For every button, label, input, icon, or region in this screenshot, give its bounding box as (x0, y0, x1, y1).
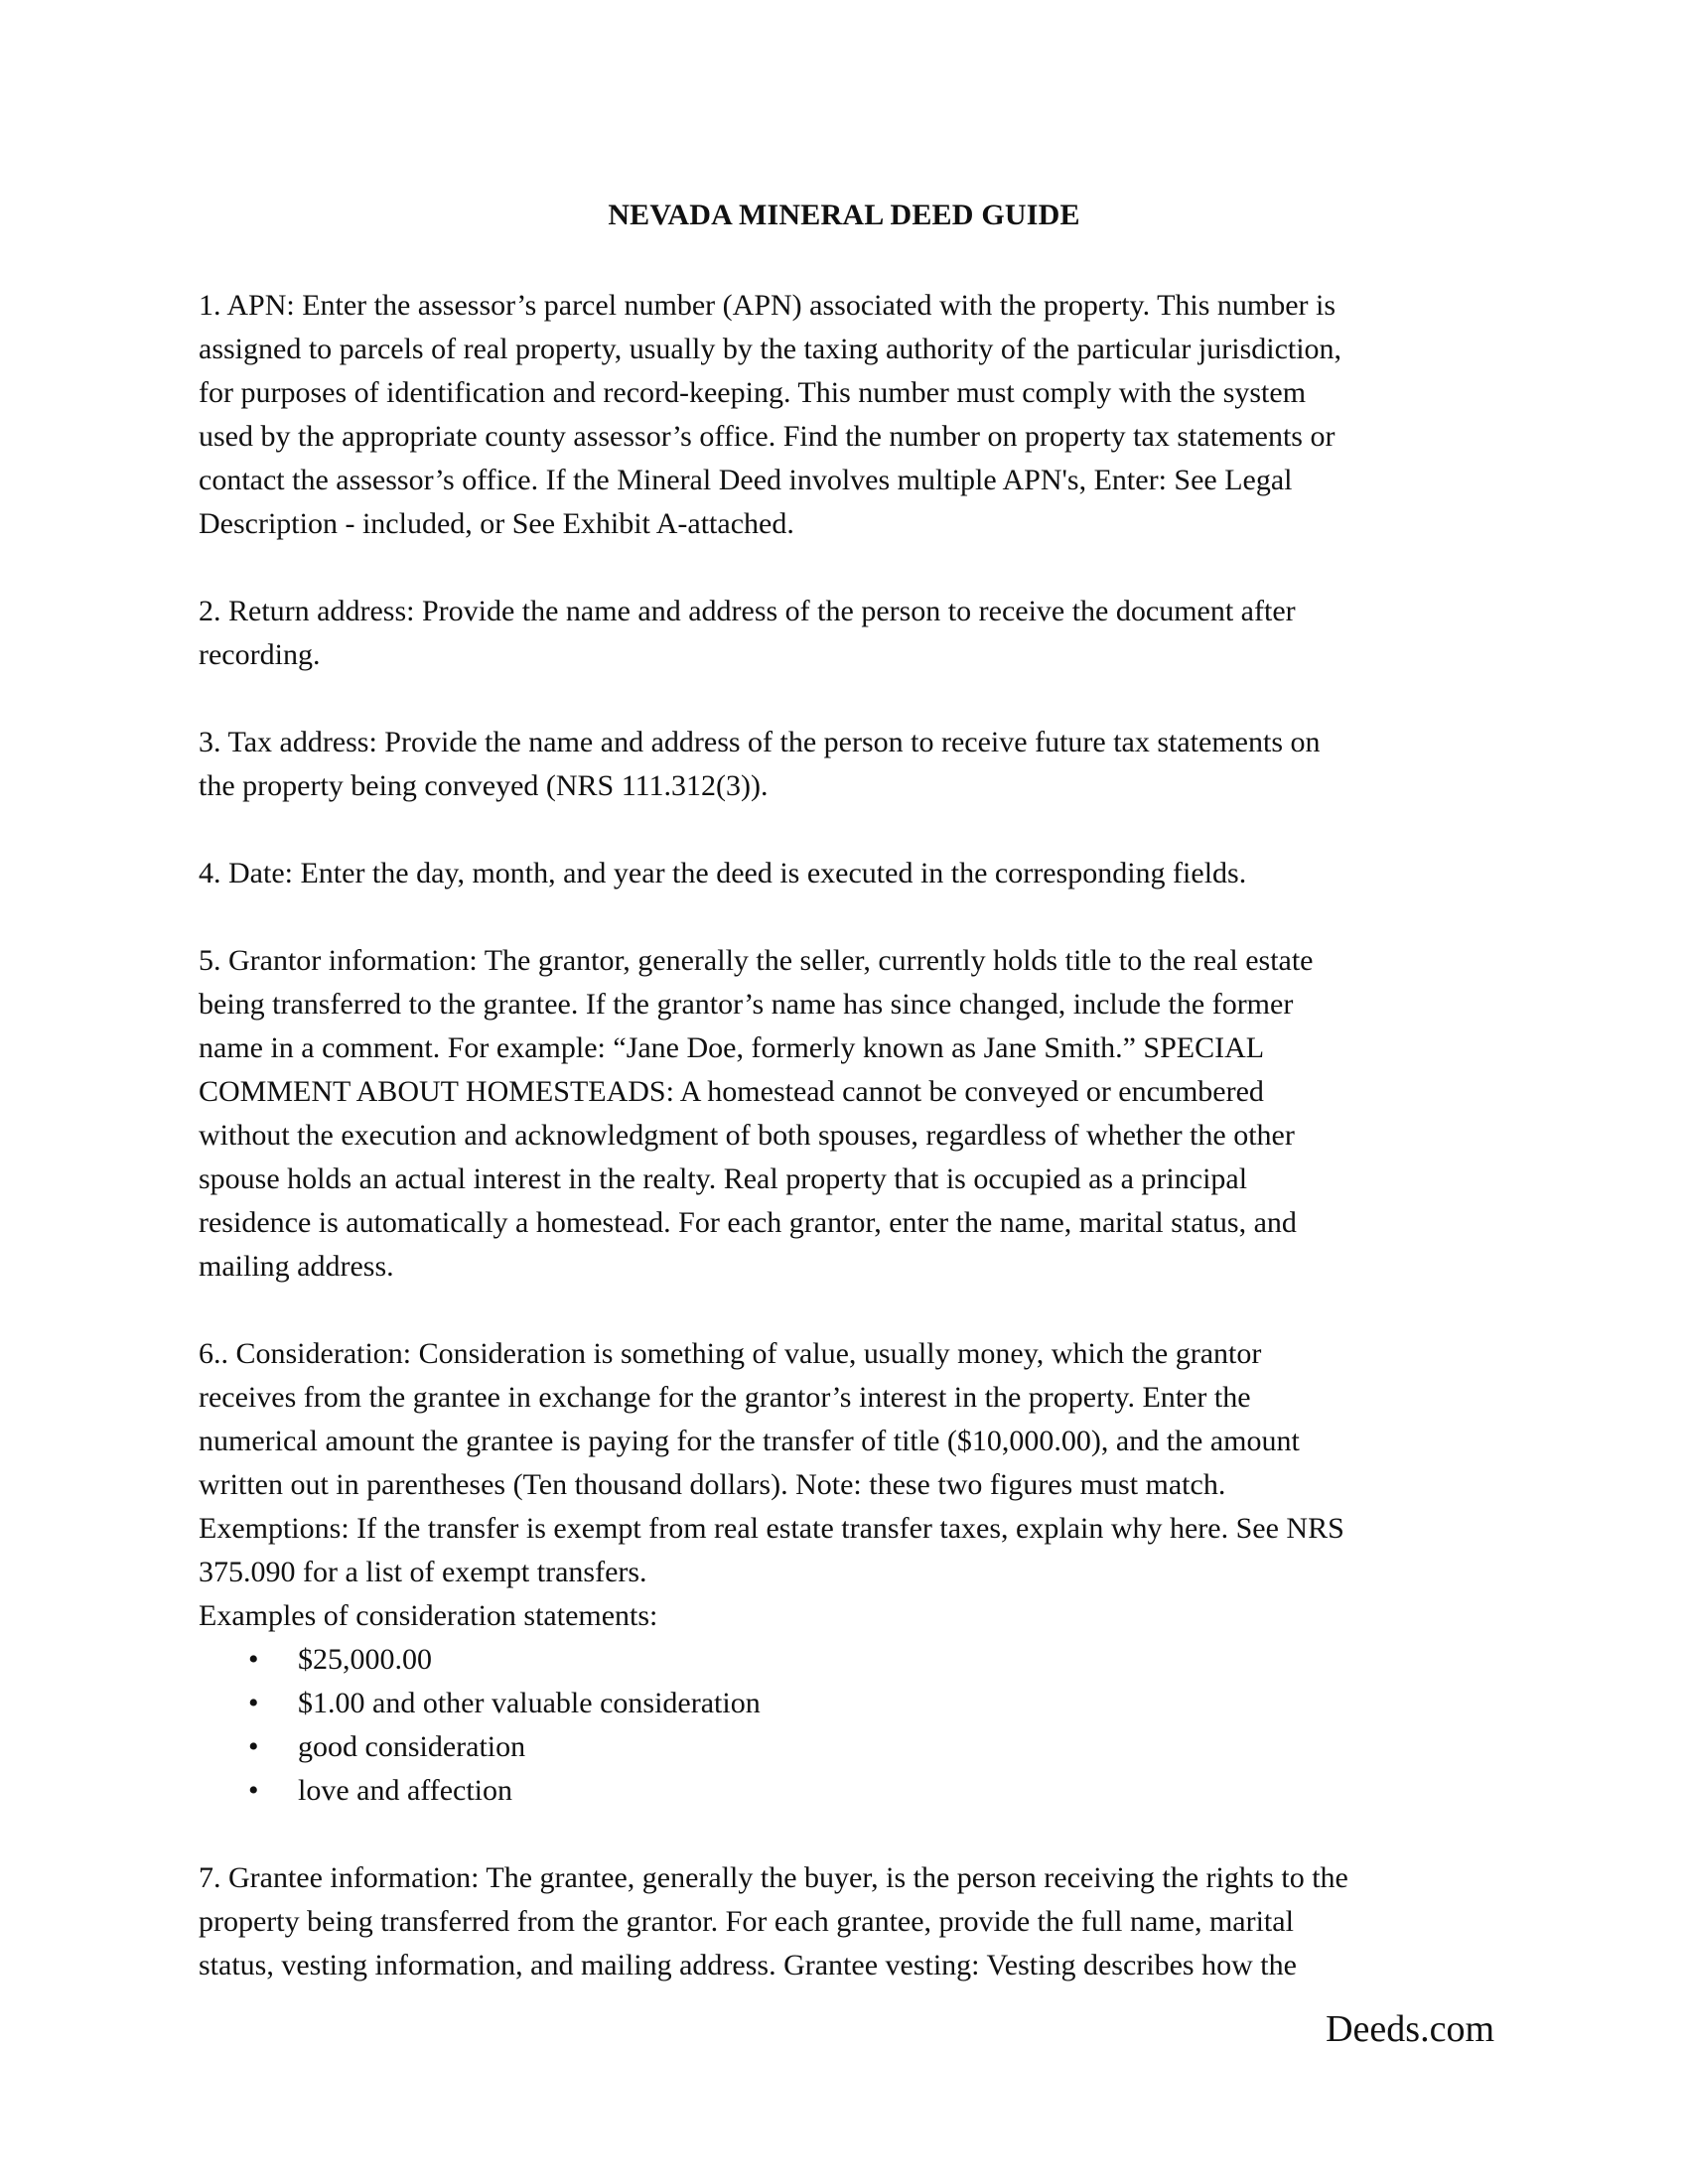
text-line: 3. Tax address: Provide the name and address of the person to receive future tax statements on (199, 726, 1321, 758)
text-line: 5. Grantor information: The grantor, generally the seller, currently holds title to the real estate (199, 944, 1314, 977)
text-line: 4. Date: Enter the day, month, and year the deed is executed in the corresponding fields. (199, 857, 1247, 889)
list-item-text: $25,000.00 (298, 1643, 432, 1676)
text-line: 2. Return address: Provide the name and address of the person to receive the document after (199, 595, 1296, 627)
text-line: Examples of consideration statements: (199, 1599, 658, 1632)
list-item (199, 1682, 1499, 1725)
text-line: status, vesting information, and mailing address. Grantee vesting: Vesting describes how the (199, 1949, 1297, 1981)
paragraph-date (199, 852, 1499, 895)
bullet-icon: • (248, 1687, 259, 1719)
list-item (199, 1769, 1499, 1813)
bullet-icon: • (248, 1643, 259, 1676)
text-line: mailing address. (199, 1250, 394, 1283)
text-line: Exemptions: If the transfer is exempt from real estate transfer taxes, explain why here. See NRS (199, 1512, 1344, 1545)
text-line: for purposes of identification and record-keeping. This number must comply with the system (199, 376, 1307, 409)
consideration-examples-list (199, 1638, 1499, 1813)
text-line: numerical amount the grantee is paying for the transfer of title ($10,000.00), and the amount (199, 1425, 1300, 1457)
text-line: used by the appropriate county assessor’s office. Find the number on property tax statements or (199, 420, 1336, 453)
document-title: NEVADA MINERAL DEED GUIDE (608, 199, 1080, 231)
paragraph-return-address (199, 590, 1499, 677)
text-line: the property being conveyed (NRS 111.312(3)). (199, 769, 769, 802)
paragraph-grantor-information (199, 939, 1499, 1289)
list-item-text: $1.00 and other valuable consideration (298, 1687, 761, 1719)
list-item (199, 1638, 1499, 1682)
text-line: Description - included, or See Exhibit A-attached. (199, 507, 794, 540)
footer-brand: Deeds.com (1326, 2008, 1494, 2050)
text-line: without the execution and acknowledgment of both spouses, regardless of whether the other (199, 1119, 1295, 1152)
text-line: property being transferred from the grantor. For each grantee, provide the full name, marital (199, 1905, 1294, 1938)
list-item (199, 1725, 1499, 1769)
paragraph-apn (199, 284, 1499, 546)
document-body (199, 284, 1499, 2031)
list-item-text: good consideration (298, 1730, 526, 1763)
text-line: 375.090 for a list of exempt transfers. (199, 1556, 647, 1588)
text-line: written out in parentheses (Ten thousand dollars). Note: these two figures must match. (199, 1468, 1226, 1501)
text-line: contact the assessor’s office. If the Mineral Deed involves multiple APN's, Enter: See Legal (199, 464, 1293, 496)
bullet-icon: • (248, 1730, 259, 1763)
text-line: name in a comment. For example: “Jane Doe, formerly known as Jane Smith.” SPECIAL (199, 1031, 1265, 1064)
text-line: spouse holds an actual interest in the realty. Real property that is occupied as a principal (199, 1162, 1248, 1195)
text-line: COMMENT ABOUT HOMESTEADS: A homestead cannot be conveyed or encumbered (199, 1075, 1264, 1108)
paragraph-grantee-information (199, 1856, 1499, 1987)
bullet-icon: • (248, 1774, 259, 1807)
paragraph-tax-address (199, 721, 1499, 808)
paragraph-consideration (199, 1332, 1499, 1638)
text-line: 6.. Consideration: Consideration is something of value, usually money, which the grantor (199, 1337, 1262, 1370)
text-line: 1. APN: Enter the assessor’s parcel number (APN) associated with the property. This number is (199, 289, 1336, 322)
text-line: being transferred to the grantee. If the grantor’s name has since changed, include the former (199, 988, 1294, 1021)
text-line: receives from the grantee in exchange for the grantor’s interest in the property. Enter the (199, 1381, 1251, 1414)
text-line: recording. (199, 638, 321, 671)
text-line: residence is automatically a homestead. For each grantor, enter the name, marital status, and (199, 1206, 1297, 1239)
text-line: 7. Grantee information: The grantee, generally the buyer, is the person receiving the rights to the (199, 1861, 1348, 1894)
list-item-text: love and affection (298, 1774, 513, 1807)
text-line: assigned to parcels of real property, usually by the taxing authority of the particular jurisdiction, (199, 333, 1342, 365)
